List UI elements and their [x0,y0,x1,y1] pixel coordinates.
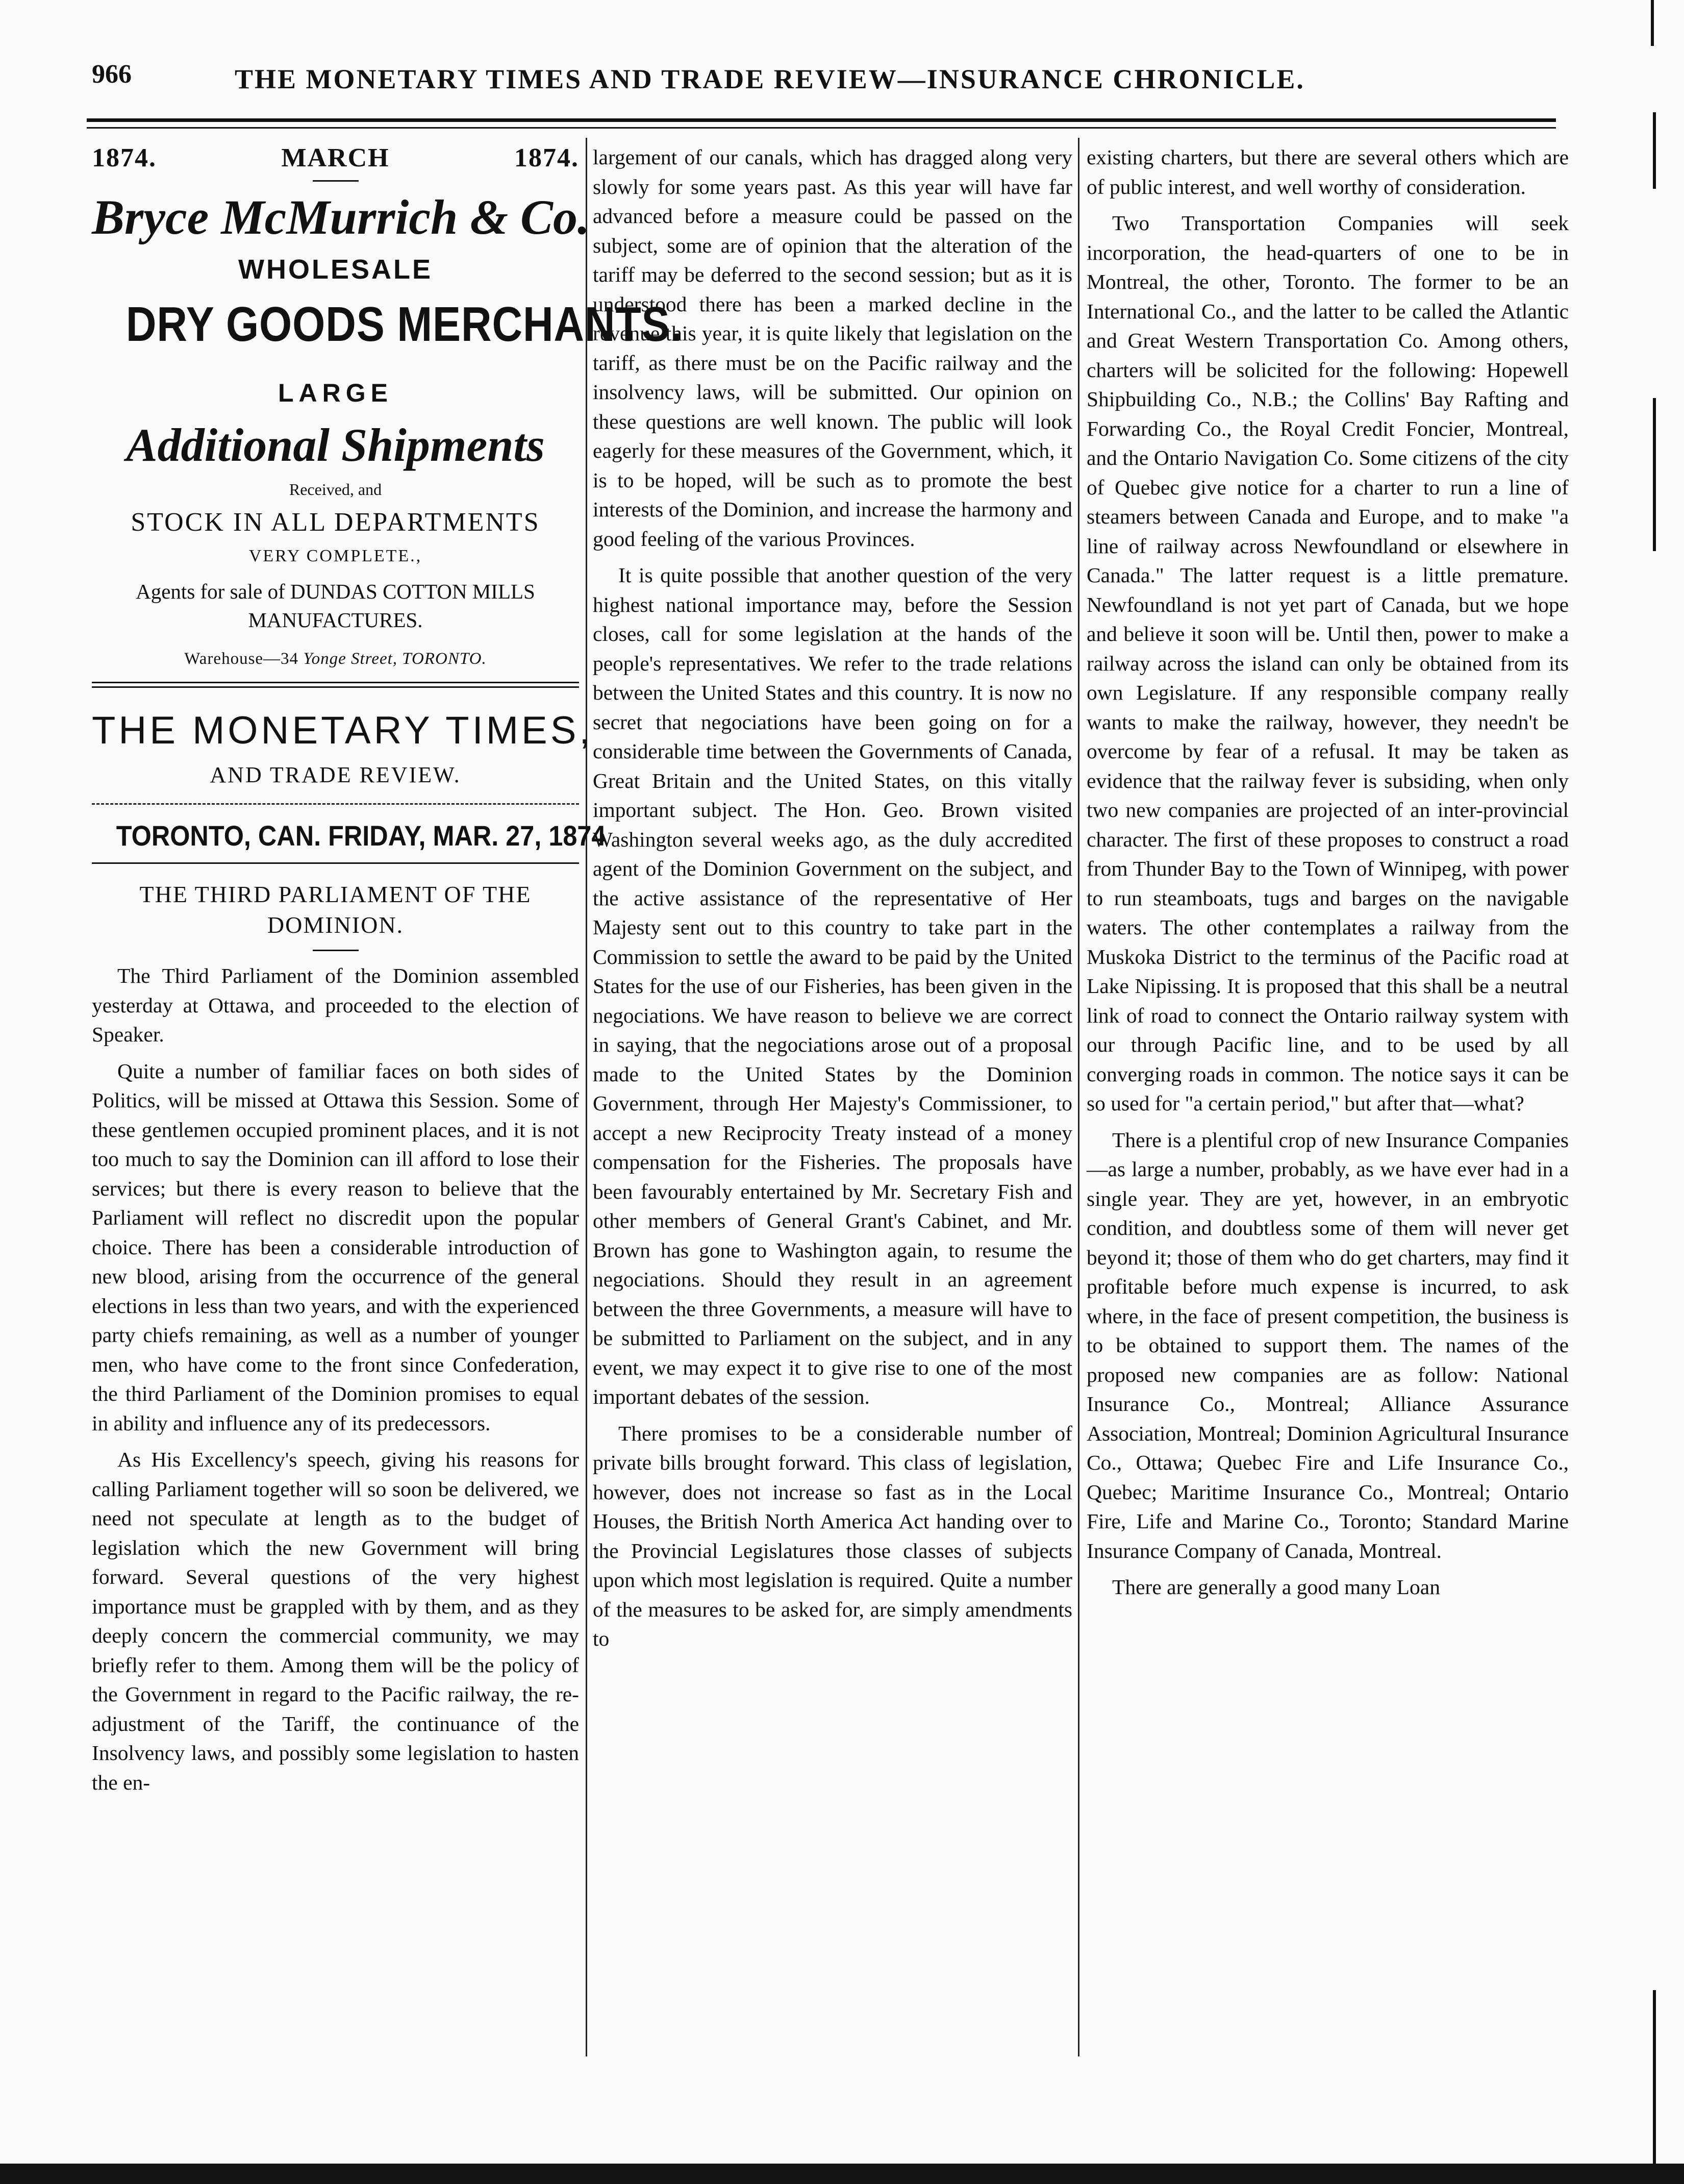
divider [313,180,359,182]
paragraph: It is quite possible that another question of the very highest national importance may, before the Session closes, call for some legislation at the hands of the people's representatives. We refer to the trade relations between the United States and this country. It is now no secret that negociations have been going on for a considerable time between the Governments of Canada, Great Britain and the United States, on this vitally important subject. The Hon. Geo. Brown visited Washington several weeks ago, as the duly accredited agent of the Dominion Government on the subject, and the active assistance of the representative of Her Majesty sent out to this country to take part in the Commission to settle the award to be paid by the United States for the use of our Fisheries, has been given in the negociations. We have reason to believe we are correct in saying, that the negociations arose out of a proposal made to the United States by the Dominion Government, through Her Majesty's Commissioner, to accept a new Reciprocity Treaty instead of a money compensation for the Fisheries. The proposals have been favourably entertained by Mr. Secretary Fish and other members of General Grant's Cabinet, and Mr. Brown has gone to Washington again, to resume the negociations. Should they result in an agreement between the three Governments, a measure will have to be submitted to Parliament on the subject, and in any event, we may expect it to give rise to one of the most important debates of the session. [593,563,1072,1408]
divider [92,682,579,688]
ad-year-left: 1874. [92,143,157,172]
column-2 [593,143,1072,1661]
ad-stock: STOCK IN ALL DEPARTMENTS [131,508,540,537]
ad-year-right: 1874. [514,143,579,172]
ad-shipments: Additional Shipments [126,419,545,471]
scan-edge-mark [1653,1990,1656,2164]
paragraph: existing charters, but there are several others which are of public interest, and well worthy of consideration. [1087,145,1569,198]
page-number: 966 [92,60,132,89]
ad-firm-name: Bryce McMurrich & Co. [92,190,590,244]
article-heading: THE THIRD PARLIAMENT OF THE DOMINION. [139,881,532,938]
ad-month: MARCH [281,143,390,172]
paragraph: largement of our canals, which has dragged along very slowly for some years past. As this year will have far advanced before a measure could be passed on the subject, some are of opinion that the alteration of the tariff may be deferred to the second session; but as it is understood there has been a marked decline in the revenue this year, it is quite likely that legislation on the tariff, as there must be on the Pacific railway and the insolvency laws, will be submitted. Our opinion on these questions are well known. The public will look eagerly for these measures of the Government, which, it is to be hoped, will be such as to promote the best interests of the Dominion, and increase the harmony and good feeling of the various Provinces. [593,145,1072,551]
masthead-dateline: TORONTO, CAN. FRIDAY, MAR. 27, 1874 [116,820,606,852]
paragraph: There is a plentiful crop of new Insurance Companies—as large a number, probably, as we have ever had in a single year. They are yet, however, in an embryotic condition, and doubtless some of them will never get beyond it; those of them who do get charters, may find it profitable before much expense is incurred, to ask where, in the face of present competition, the business is to be obtained to support them. The names of the proposed new companies are as follow: National Insurance Co., Montreal; Alliance Assurance Association, Montreal; Dominion Agricultural Insurance Co., Ottawa; Quebec Fire and Life Insurance Co., Quebec; Maritime Insurance Co., Montreal; Ontario Fire, Life and Marine Co., Toronto; Standard Marine Insurance Company of Canada, Montreal. [1087,1128,1569,1562]
ad-complete: VERY COMPLETE., [248,547,422,565]
column-divider [1078,138,1079,2056]
masthead-subtitle: AND TRADE REVIEW. [210,762,461,787]
ad-warehouse-label: Warehouse—34 [184,650,304,668]
paragraph: There promises to be a considerable number of private bills brought forward. This class of legislation, however, does not increase so fast as in the Local Houses, the British North America Act handing over to the Provincial Legislatures those classes of subjects upon which most legislation is required. Quite a number of the measures to be asked for, are simply amendments to [593,1421,1072,1650]
paragraph: Quite a number of familiar faces on both sides of Politics, will be missed at Ottawa this Session. Some of these gentlemen occupied prominent places, and it is not too much to say the Dominion can ill afford to lose their services; but there is every reason to believe that the Parliament will reflect no discredit upon the popular choice. There has been a considerable introduction of new blood, arising from the occurrence of the general elections in less than two years, and with the experienced party chiefs remaining, as well as a number of younger men, who have come to the front since Confederation, the third Parliament of the Dominion promises to equal in ability and influence any of its predecessors. [92,1059,579,1435]
column-3 [1087,143,1569,1609]
masthead-title: THE MONETARY TIMES, [92,709,593,752]
ad-warehouse [92,650,579,668]
paragraph: There are generally a good many Loan [1112,1575,1440,1599]
paragraph: Two Transportation Companies will seek incorporation, the head-quarters of one to be in Montreal, the other, Toronto. The former to be an International Co., and the latter to be called the Atlantic and Great Western Transportation Co. Among others, charters will be solicited for the following: Hopewell Shipbuilding Co., N.B.; the Collins' Bay Rafting and Forwarding Co., the Royal Credit Foncier, Montreal, and the Ontario Navigation Co. Some citizens of the city of Quebec give notice for a charter to run a line of steamers between Canada and Europe, and to make "a line of railway across Newfoundland or elsewhere in Canada." The latter request is a little premature. Newfoundland is not yet part of Canada, but we hope and believe it soon will be. Until then, power to make a railway across the island can only be obtained from its own Legislature. If any responsible company really wants to make the railway, however, they needn't be overcome by fear of a refusal. It may be taken as evidence that the railway fever is subsiding, when only two new companies are projected of an inter-provincial character. The first of these proposes to construct a road from Thunder Bay to the Town of Winnipeg, with power to run steamboats, tugs and barges on the navigable waters. The other contemplates a railway from the Muskoka District to the terminus of the Pacific road at Lake Nipissing. It is proposed that this shall be a neutral link of road to connect the Ontario railway system with our through Pacific line, and to be used by all converging roads in common. The notice says it can be so used for "a certain period," but after that—what? [1087,211,1569,1115]
ad-received: Received, and [289,480,382,499]
scan-edge-mark [1651,0,1654,46]
scan-edge-mark [1653,398,1656,551]
page-header [92,59,1602,110]
divider [313,950,359,951]
advertisement [92,143,683,668]
column-1 [92,143,683,1804]
ad-wholesale: WHOLESALE [238,254,433,285]
ad-warehouse-address: Yonge Street, TORONTO. [303,650,487,668]
ad-large: LARGE [278,379,393,407]
column-divider [586,138,587,2056]
running-title: THE MONETARY TIMES AND TRADE REVIEW—INSURANCE CHRONICLE. [235,64,1305,94]
scan-edge-mark [1653,112,1656,189]
header-rule [87,118,1556,129]
ad-trade-line: DRY GOODS MERCHANTS. [125,297,683,352]
paragraph: As His Excellency's speech, giving his reasons for calling Parliament together will so soon be delivered, we need not speculate at length as to the budget of legislation which the new Government will bring forward. Several questions of the very highest importance must be grappled with by them, and as they deeply concern the commercial community, we may briefly refer to them. Among them will be the policy of the Government in regard to the Pacific railway, the re-adjustment of the Tariff, the continuance of the Insolvency laws, and possibly some legislation to hasten the en- [92,1448,579,1794]
divider [92,803,579,805]
divider [92,862,579,864]
ad-dateline [92,143,579,173]
ad-agents: Agents for sale of DUNDAS COTTON MILLS MANUFACTURES. [136,580,535,632]
paragraph: The Third Parliament of the Dominion assembled yesterday at Ottawa, and proceeded to the election of Speaker. [92,964,579,1046]
scan-bottom-edge [0,2164,1684,2184]
